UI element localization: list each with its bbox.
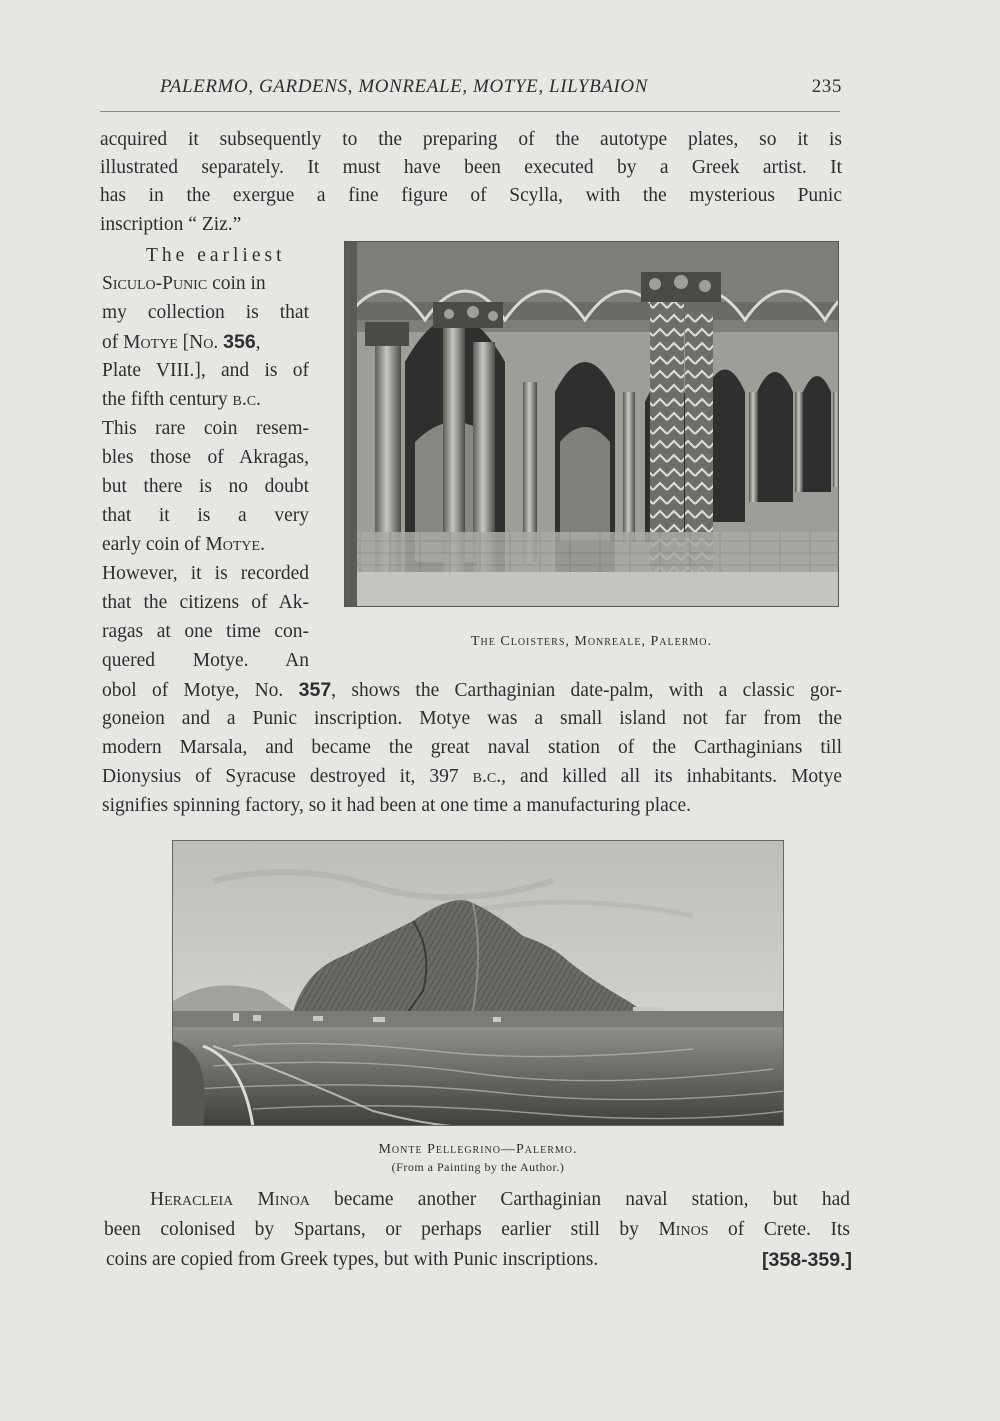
text-line: ragas at one time con- [102, 621, 309, 642]
figure2-subcaption: (From a Painting by the Author.) [391, 1160, 565, 1174]
text-line: obol of Motye, No. 357, shows the Carthaginian date-palm, with a classic gor- [102, 679, 842, 701]
text-line: of Motye [No. 356, [102, 331, 261, 353]
text-line: early coin of Motye. [102, 534, 265, 555]
text-line: illustrated separately. It must have been executed by a Greek artist. It [100, 157, 842, 178]
text-line: This rare coin resem- [102, 418, 309, 439]
text-line: Plate VIII.], and is of [102, 360, 309, 381]
text-line: the fifth century b.c. [102, 389, 261, 410]
text-line: my collection is that [102, 302, 309, 323]
text-line: been colonised by Spartans, or perhaps earlier still by Minos of Crete. Its [104, 1219, 850, 1240]
text-line: modern Marsala, and became the great naval station of the Carthaginians till [102, 737, 842, 758]
text-line: signifies spinning factory, so it had been at one time a manufacturing place. [102, 795, 691, 816]
text-line: acquired it subsequently to the preparing of the autotype plates, so it is [100, 129, 842, 150]
text-line: bles those of Akragas, [102, 447, 309, 468]
plate-reference-357: 357 [298, 679, 332, 701]
text-line: The earliest [146, 245, 286, 266]
text-line: coins are copied from Greek types, but with Punic inscriptions. [358-359.] [106, 1249, 852, 1271]
page-number: 235 [811, 76, 842, 97]
text-line: has in the exergue a fine figure of Scylla, with the mysterious Punic [100, 185, 842, 206]
cloisters-image [345, 242, 839, 607]
text-line: goneion and a Punic inscription. Motye was a small island not far from the [102, 708, 842, 729]
text-line: that it is a very [102, 505, 309, 526]
text-line: inscription “ Ziz.” [100, 214, 242, 235]
text-line: quered Motye. An [102, 650, 309, 671]
text-line: but there is no doubt [102, 476, 309, 497]
monte-pellegrino-image [173, 841, 784, 1126]
text-line: that the citizens of Ak- [102, 592, 309, 613]
text-line: Heracleia Minoa became another Carthaginian naval station, but had [150, 1189, 850, 1210]
figure2-caption: Monte Pellegrino—Palermo. [378, 1142, 578, 1157]
plate-reference-358-359: [358-359.] [762, 1249, 852, 1271]
running-title: PALERMO, GARDENS, MONREALE, MOTYE, LILYBAION [160, 76, 649, 97]
monte-pellegrino-illustration [172, 840, 784, 1126]
text-line: Dionysius of Syracuse destroyed it, 397 b.c., and killed all its inhabitants. Motye [102, 766, 842, 787]
figure1-caption: The Cloisters, Monreale, Palermo. [470, 634, 712, 649]
plate-reference-356: 356 [223, 331, 256, 353]
cloisters-illustration [344, 241, 839, 607]
text-line: However, it is recorded [102, 563, 309, 584]
text-line: Siculo-Punic coin in [102, 273, 266, 294]
header-rule [100, 111, 840, 112]
